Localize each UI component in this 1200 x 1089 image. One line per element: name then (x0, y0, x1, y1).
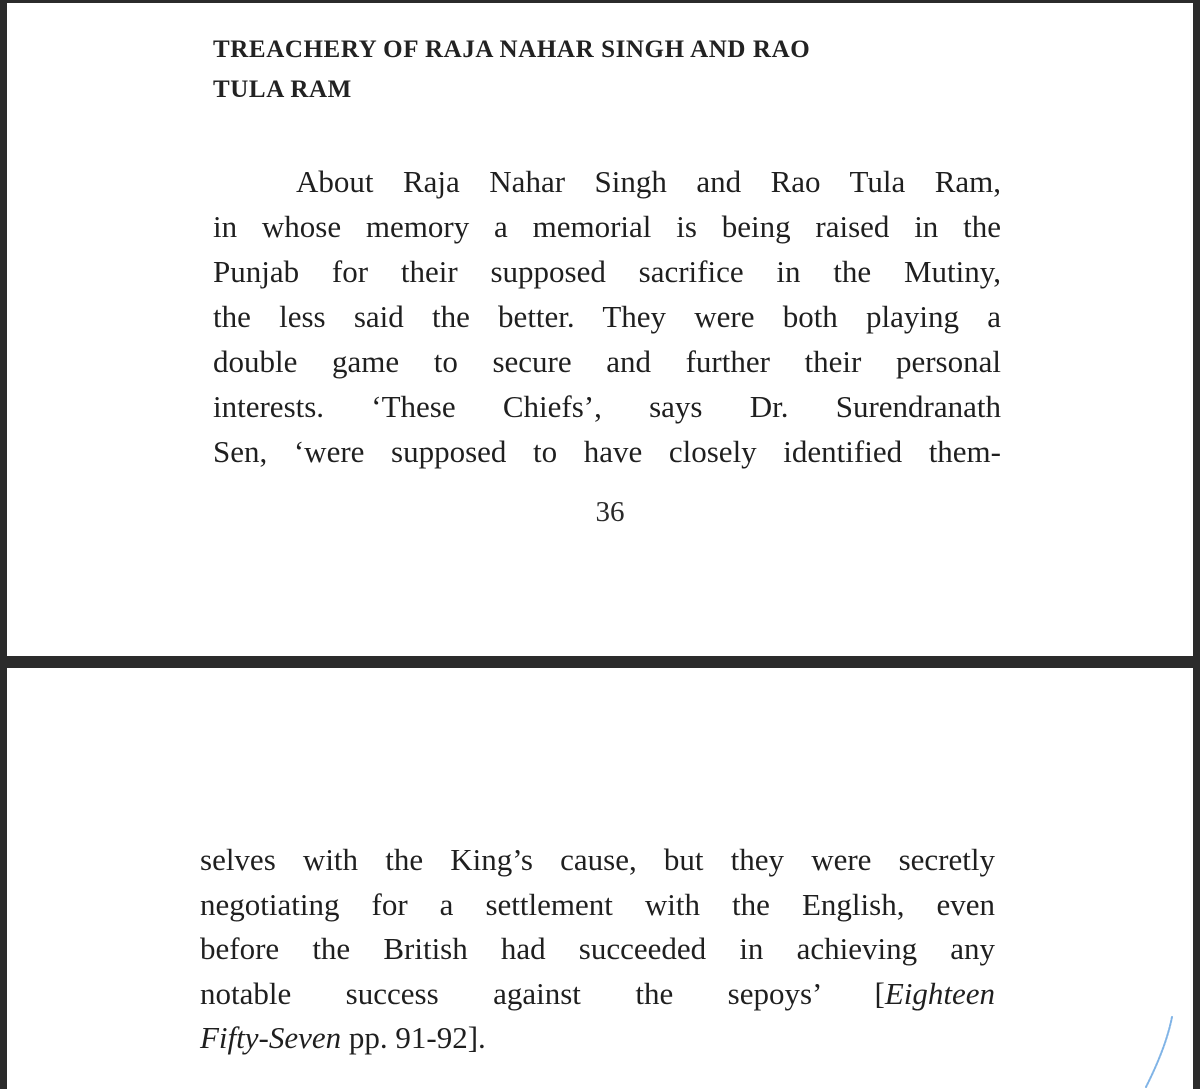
pen-stroke-icon (1140, 1015, 1180, 1089)
paragraph-line: Sen, ‘were supposed to have closely identified them- (213, 434, 1001, 469)
paragraph-line: interests. ‘These Chiefs’, says Dr. Surendranath (213, 389, 1001, 424)
paragraph-line: in whose memory a memorial is being raised in the (213, 209, 1001, 244)
book-title-part: Fifty-Seven (200, 1020, 342, 1055)
bottom-paragraph (200, 838, 995, 1061)
top-paragraph (213, 159, 1001, 474)
heading-line: TULA RAM (213, 76, 352, 103)
paragraph-line: double game to secure and further their personal (213, 344, 1001, 379)
citation-line (200, 972, 995, 1017)
book-title-part: Eighteen (884, 975, 995, 1011)
citation-line-prefix: notable success against the sepoys’ [ (200, 975, 885, 1011)
page-number: 36 (595, 496, 625, 528)
paragraph-line: Punjab for their supposed sacrifice in the Mutiny, (213, 254, 1001, 289)
paragraph-line: before the British had succeeded in achieving any (200, 931, 995, 966)
paragraph-line: selves with the King’s cause, but they were secretly (200, 842, 995, 877)
page-divider (0, 656, 1200, 668)
page-reference: pp. 91-92]. (341, 1020, 486, 1055)
paragraph-line: negotiating for a settlement with the English, even (200, 886, 995, 922)
paragraph-last-line (200, 1016, 995, 1061)
heading-line: TREACHERY OF RAJA NAHAR SINGH AND RAO (213, 36, 811, 63)
paragraph-line: the less said the better. They were both playing a (213, 299, 1001, 334)
paragraph-line: About Raja Nahar Singh and Rao Tula Ram, (296, 164, 1001, 199)
chapter-heading (213, 30, 933, 110)
